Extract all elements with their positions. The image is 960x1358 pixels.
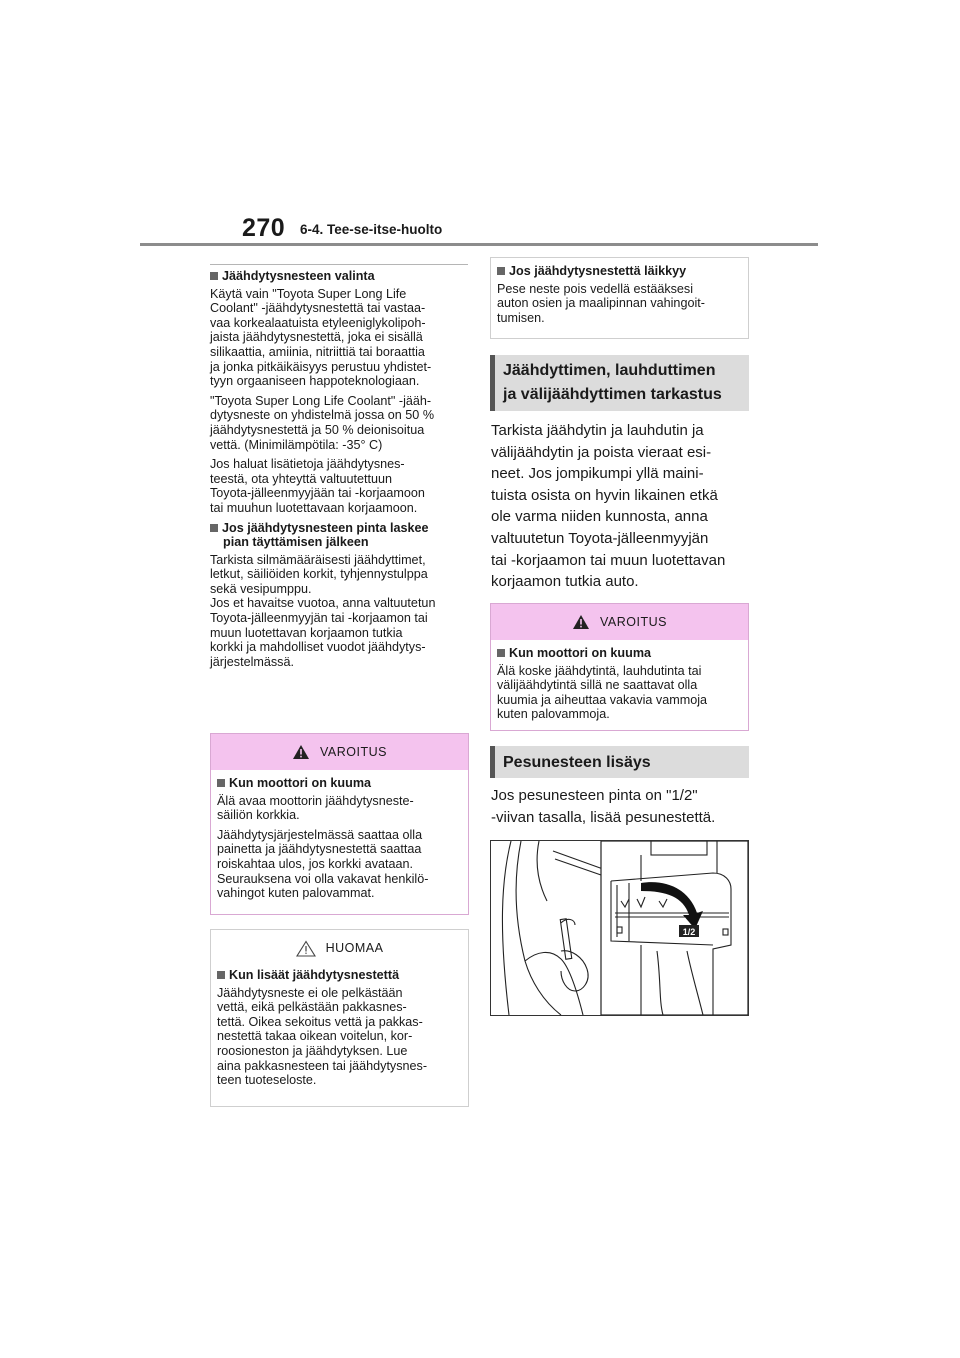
warning-paragraph-1: Älä avaa moottorin jäähdytysneste- säiliön korkkia. — [217, 793, 414, 823]
bullet-square-icon — [210, 524, 218, 532]
warning-heading: Kun moottori on kuuma — [217, 776, 462, 791]
section-title-radiator-check: Jäähdyttimen, lauhduttimen ja välijäähdyttimen tarkastus — [490, 355, 749, 411]
warning-header — [211, 734, 468, 770]
bullet-square-icon — [217, 779, 225, 787]
bullet-square-icon — [217, 971, 225, 979]
notice-heading: Kun lisäät jäähdytysnestettä — [217, 968, 462, 983]
page-number: 270 — [242, 214, 286, 242]
coolant-paragraph-1: Käytä vain "Toyota Super Long Life Coolant" -jäähdytysnestettä tai vastaa- vaa korkealaatuista etyleeniglykolipoh- jaista jäähdytysnestettä, joka ei sisällä silikaattia, amiinia, nitriittiä tai boraattia ja jonka pitkäikäisyys perustuu yhdistet- tyyn orgaaniseen happoteknologiaan. — [210, 286, 432, 389]
notice-header — [211, 930, 468, 966]
left-column — [210, 264, 468, 674]
section-title-washer-fluid: Pesunesteen lisäys — [490, 746, 749, 778]
warning-box — [210, 733, 469, 915]
spill-box — [490, 257, 749, 339]
header-divider — [140, 243, 818, 246]
warning-box-right — [490, 603, 749, 731]
caution-triangle-icon — [296, 940, 316, 957]
warning-triangle-icon — [572, 614, 590, 630]
warning-paragraph: Älä koske jäähdytintä, lauhdutinta tai välijäähdytintä sillä ne saattavat olla kuumia ja aiheuttaa vakavia vammoja kuten palovammoja. — [497, 663, 708, 722]
warning-body — [491, 640, 748, 730]
notice-title: HUOMAA — [325, 941, 384, 955]
coolant-section — [210, 264, 468, 516]
chapter-title: 6-4. Tee-se-itse-huolto — [300, 222, 443, 237]
warning-triangle-icon — [292, 744, 310, 760]
level-mark-label: 1/2 — [682, 927, 696, 937]
bullet-square-icon — [210, 272, 218, 280]
warning-paragraph-2: Jäähdytysjärjestelmässä saattaa olla painetta ja jäähdytysnestettä saattaa roiskahtaa ulos, jos korkki avataan. Seurauksena voi olla vakavat henkilö- vahingot kuten palovammat. — [217, 827, 429, 901]
washer-fluid-paragraph: Jos pesunesteen pinta on "1/2" -viivan tasalla, lisää pesunestettä. — [491, 787, 716, 826]
warning-heading: Kun moottori on kuuma — [497, 646, 742, 661]
warning-body — [211, 770, 468, 909]
notice-box — [210, 929, 469, 1107]
notice-paragraph: Jäähdytysneste ei ole pelkästään vettä, eikä pelkästään pakkasnes- tettä. Oikea sekoitus vettä ja pakkas- nestettä takaa oikean voitelun, kor- roosioneston ja jäähdytyksen. Lue aina pakkasnesteen tai jäähdytysnes- teen tuoteseloste. — [217, 985, 428, 1088]
reservoir-drawing — [491, 841, 748, 1015]
notice-body — [211, 966, 468, 1096]
level-paragraph: Tarkista silmämääräisesti jäähdyttimet, letkut, säiliöiden korkit, tyhjennystulppa sekä vesipumppu. Jos et havaitse vuotoa, anna valtuutetun Toyota-jälleenmyyjän tai -korjaamon tai muun luotettavan korjaamon tutkia korkki ja mahdolliset vuodot jäähdytys- järjestelmässä. — [210, 552, 436, 669]
warning-title: VAROITUS — [320, 745, 387, 759]
level-heading: Jos jäähdytysnesteen pinta laskee pian täyttämisen jälkeen — [210, 521, 468, 550]
level-section — [210, 521, 468, 670]
spill-heading: Jos jäähdytysnestettä läikkyy — [497, 264, 742, 279]
coolant-paragraph-2: "Toyota Super Long Life Coolant" -jääh- dytysneste on yhdistelmä jossa on 50 % jäähdytysnestettä ja 50 % deionisoitua vettä. (Minimilämpötila: -35° C) — [210, 393, 435, 452]
bullet-square-icon — [497, 649, 505, 657]
bullet-square-icon — [497, 267, 505, 275]
washer-reservoir-illustration — [490, 840, 749, 1016]
spill-paragraph: Pese neste pois vedellä estääksesi auton osien ja maalipinnan vahingoit- tumisen. — [497, 281, 705, 325]
coolant-paragraph-3: Jos haluat lisätietoja jäähdytysnes- teestä, ota yhteyttä valtuutettuun Toyota-jälleenmyyjään tai -korjaamoon tai muuhun luotettavaan korjaamoon. — [210, 457, 425, 515]
coolant-heading: Jäähdytysnesteen valinta — [210, 269, 468, 284]
warning-title: VAROITUS — [600, 615, 667, 629]
warning-header — [491, 604, 748, 640]
radiator-check-paragraph: Tarkista jäähdytin ja lauhdutin ja välijäähdytin ja poista vieraat esi- neet. Jos jompikumpi yllä maini- tuista osista on hyvin likainen etkä ole varma niiden kunnosta, anna valtuutetun Toyota-jälleenmyyjän tai -korjaamon tai muun luotettavan korjaamon tutkia auto. — [491, 422, 726, 591]
